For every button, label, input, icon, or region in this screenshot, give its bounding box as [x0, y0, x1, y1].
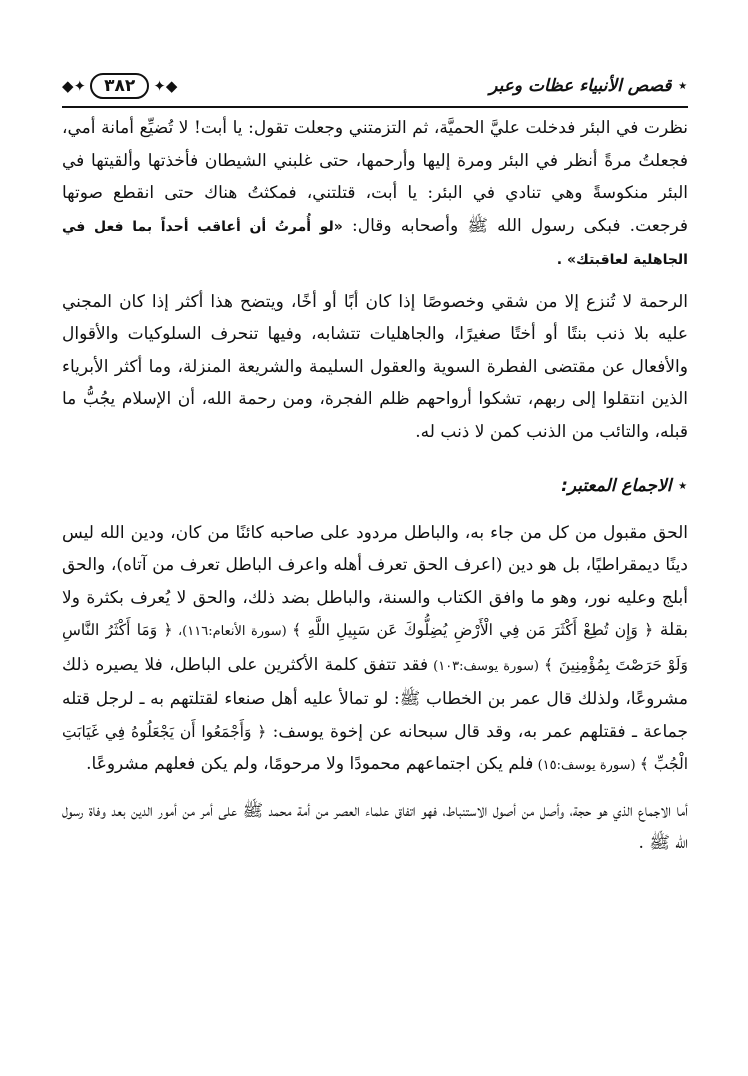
- truth-text-a: الحق مقبول من كل من جاء به، والباطل مردود على صاحبه كائنًا من كان، ودين الله ليس دينًا ديمقراطيًا، بل هو دين (اعرف الحق تعرف أهله واعرف الباطل تعرف من آتاه)، والحق أبلج وعليه نور، وهو ما وافق الكتاب والسنة، والباطل بضد ذلك، والحق لا يُعرف بكثرة ولا بقلة: [62, 522, 688, 640]
- page-number: ٣٨٢: [90, 73, 149, 99]
- surah-ref-3: (سورة يوسف:١٥): [533, 758, 640, 773]
- page-body: [62, 112, 688, 860]
- truth-text-b: فقد تتفق كلمة الأكثرين على الباطل، فلا يصيره ذلك مشروعًا، ولذلك قال عمر بن الخطاب ﷺ: لو تمالأ عليه أهل صنعاء لقتلتهم به ـ لرجل قتله جماعة ـ فقتلهم عمر به، وقد قال سبحانه عن إخوة يوسف:: [62, 654, 688, 742]
- quran-verse-2: ﴿ وَمَا أَكْثَرُ النَّاسِ وَلَوْ حَرَصْتَ بِمُؤْمِنِينَ ﴾: [62, 621, 688, 674]
- running-title: ⋆ قصص الأنبياء عظات وعبر: [489, 76, 688, 96]
- quran-verse-1: ﴿ وَإِن تُطِعْ أَكْثَرَ مَن فِي الْأَرْضِ يُضِلُّوكَ عَن سَبِيلِ اللَّهِ ﴾: [292, 621, 654, 639]
- surah-ref-1: (سورة الأنعام:١١٦)،: [172, 624, 293, 639]
- page-header: [62, 66, 688, 106]
- paragraph-mercy: الرحمة لا تُنزع إلا من شقي وخصوصًا إذا كان أبًا أو أخًا، ويتضح هذا أكثر إذا كان المجني عليه بلا ذنب بنتًا أو أختًا صغيرًا، والجاهليات تتشابه، وفيها تنحرف السلوكيات والأقوال والأفعال عن مقتضى الفطرة السوية والعقول السليمة والشريعة المنزلة، وما أكثر الأبرياء الذين انتقلوا إلى ربهم، تشكوا أرواحهم ظلم الفجرة، ومن رحمة الله، أن الإسلام يجُبُّ ما قبله، والتائب من الذنب كمن لا ذنب له.: [62, 291, 688, 442]
- ornament-left-icon: ◆✦: [62, 77, 87, 95]
- hadith-quote: «لو أُمرتُ أن أعاقب أحداً بما فعل في الجاهلية لعاقبتك» .: [62, 218, 688, 268]
- truth-text-c: فلم يكن اجتماعهم محمودًا ولا مرحومًا، ولم يكن فعلهم مشروعًا.: [86, 754, 534, 774]
- surah-ref-2: (سورة يوسف:١٠٣): [428, 658, 545, 674]
- page-number-ornament: [62, 73, 177, 99]
- section-heading: ⋆ الاجماع المعتبر:: [561, 476, 688, 496]
- story-text: نظرت في البئر فدخلت عليَّ الحميَّة، ثم التزمتني وجعلت تقول: يا أبت! لا تُضيِّع أمانة أمي، فجعلتُ مرةً أنظر في البئر ومرة إليها وأرحمها، حتى غلبني الشيطان فأخذتها وألقيتها في البئر منكوسةً وهي تنادي في البئر: يا أبت، قتلتني، فمكثتُ هناك حتى انقطع صوتها فرجعت. فبكى رسول الله ﷺ وأصحابه وقال:: [62, 118, 688, 236]
- paragraph-story-end: [62, 112, 688, 277]
- header-rule: [62, 106, 688, 108]
- quran-verse-3: ﴿ وَأَجْمَعُوا أَن يَجْعَلُوهُ فِي غَيَابَتِ الْجُبِّ ﴾: [62, 722, 688, 773]
- paragraph-truth: [62, 517, 688, 783]
- ornament-right-icon: ✦◆: [153, 77, 178, 95]
- paragraph-consensus: أما الاجماع الذي هو حجة، وأصل من أصول الاستنباط، فهو اتفاق علماء العصر من أمة محمد ﷺ على أمر من أمور الدين بعد وفاة رسول الله ﷺ .: [62, 800, 688, 853]
